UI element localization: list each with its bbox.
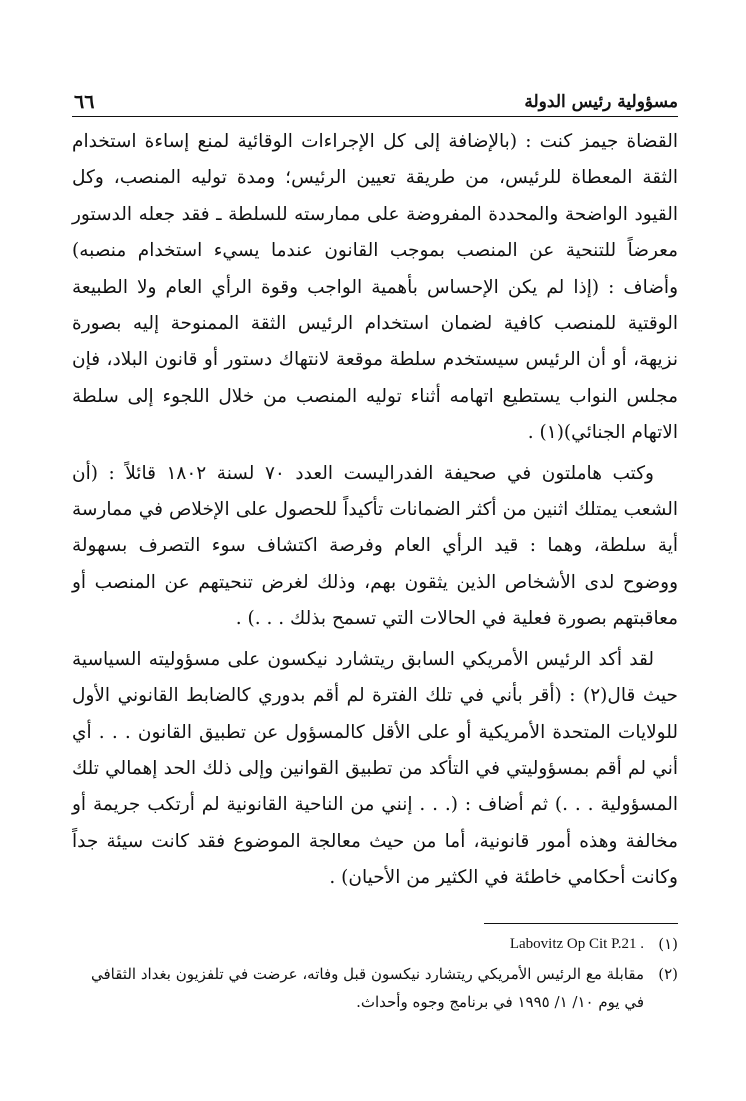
footnotes xyxy=(72,930,678,1018)
page-number: ٦٦ xyxy=(74,91,95,113)
footnote-marker: (٢) xyxy=(658,965,678,983)
footnote-2 xyxy=(72,960,678,1016)
page-header xyxy=(72,90,678,116)
header-divider xyxy=(72,116,678,117)
paragraph-hamilton: وكتب هاملتون في صحيفة الفدراليست العدد ٧٠ لسنة ١٨٠٢ قائلاً : (أن الشعب يمتلك اثنين من أكثر الضمانات تأكيداً للحصول على الإخلاص في ممارسة أية سلطة، وهما : قيد الرأي العام وفرصة اكتشاف سوء التصرف بسهولة ووضوح لدى الأشخاص الذين يثقون بهم، وذلك لغرض تنحيتهم عن المنصب أو معاقبتهم بصورة فعلية في الحالات التي تسمح بذلك . . .) . xyxy=(72,462,678,630)
footnote-marker: (١) xyxy=(658,935,678,953)
body-text xyxy=(72,124,678,897)
footnote-text: Labovitz Op Cit P.21 . xyxy=(509,936,644,952)
footnote-text: مقابلة مع الرئيس الأمريكي ريتشارد نيكسون قبل وفاته، عرضت في تلفزيون بغداد الثقافي في يوم ١٠/ ١/ ١٩٩٥ في برنامج وجوه وأحداث. xyxy=(90,965,644,1011)
footnote-divider xyxy=(484,923,678,924)
running-title: مسؤولية رئيس الدولة xyxy=(524,92,678,112)
paragraph-continuation: القضاة جيمز كنت : (بالإضافة إلى كل الإجراءات الوقائية لمنع إساءة استخدام الثقة المعطاة للرئيس، من طريقة تعيين الرئيس؛ ومدة توليه المنصب، وكل القيود الواضحة والمحددة المفروضة على ممارسته للسلطة ـ فقد جعله الدستور معرضاً للتنحية عن المنصب بموجب القانون عندما يسيء استخدام منصبه) وأضاف : (إذا لم يكن الإحساس بأهمية الواجب وقوة الرأي العام ولا الطبيعة الوقتية للمنصب كافية لضمان استخدام الرئيس الثقة الممنوحة إليه بصورة نزيهة، أو أن الرئيس سيستخدم سلطة موقعة لانتهاك دستور أو قانون البلاد، فإن مجلس النواب يستطيع اتهامه أثناء توليه المنصب من خلال اللجوء إلى سلطة الاتهام الجنائي)(١) . xyxy=(72,131,678,444)
paragraph-nixon: لقد أكد الرئيس الأمريكي السابق ريتشارد نيكسون على مسؤوليته السياسية حيث قال(٢) : (أقر بأني في تلك الفترة لم أقم بدوري كالضابط القانوني الأول للولايات المتحدة الأمريكية أو على الأقل كالمسؤول عن تطبيق القانون . . . أي أني لم أقم بمسؤوليتي في التأكد من تطبيق القوانين وإلى ذلك الحد إهمالي تلك المسؤولية . . .) ثم أضاف : (. . . إنني من الناحية القانونية لم أرتكب جريمة أو مخالفة وهذه أمور قانونية، أما من حيث معالجة الموضوع فقد كانت سيئة جداً وكانت أحكامي خاطئة في الكثير من الأحيان) . xyxy=(72,648,678,889)
footnote-1 xyxy=(72,930,678,958)
